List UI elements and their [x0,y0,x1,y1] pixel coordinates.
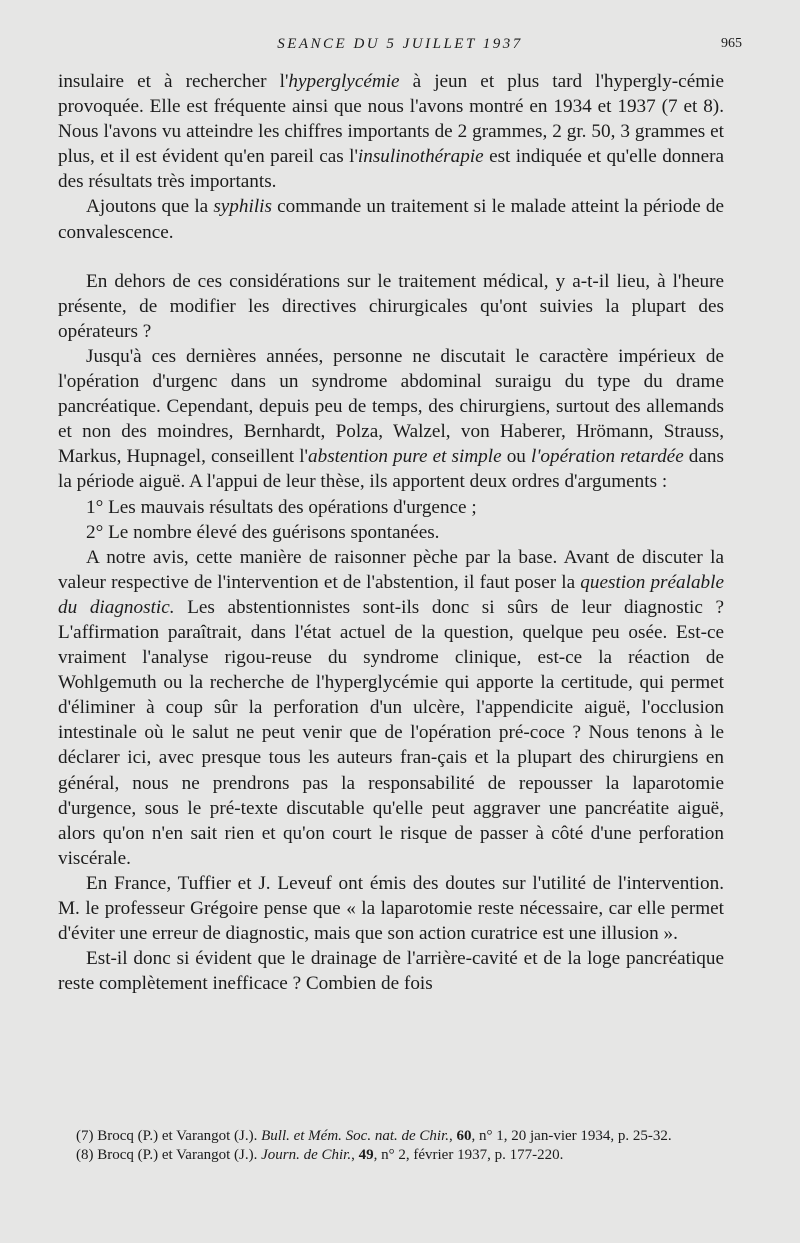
text-run: , n° 2, février 1937, p. 177-220. [373,1147,564,1163]
paragraph-surgical-question: En dehors de ces considérations sur le traitement médical, y a-t-il lieu, à l'heure présente, de modifier les directives chirurgicales qu'ont suivies la plupart des opérateurs ? [58,270,724,342]
text-run: ou [501,446,531,468]
text-run: A notre avis, cette manière de raisonner pèche par la base. Avant de discuter la valeur respective de l'intervention et de l'abstention, il faut poser la [58,546,724,593]
volume-number: 60 [456,1128,472,1144]
text-run: insulaire et à rechercher l' [58,71,289,92]
paragraph-opinion [58,545,724,871]
footnote-7 [58,1127,724,1146]
journal-title: Bull. et Mém. Soc. nat. de Chir. [261,1128,449,1144]
emphasis-abstention: abstention pure et simple [308,446,502,468]
paragraph-syphilis [58,194,724,244]
text-run: à jeun et plus tard l'hypergly-cémie provoquée. Elle est fréquente ainsi que nous l'avons montré en 1934 et 1937 (7 et 8). Nous l'avons vu atteindre les chiffres importants de 2 grammes, 2 gr. 50, 3 grammes et plus, et il est évident qu'en pareil cas l' [58,71,724,168]
text-run: , [351,1147,359,1163]
text-run: (8) Brocq (P.) et Varangot (J.). [76,1147,262,1163]
emphasis-syphilis: syphilis [213,196,272,218]
list-item-2: 2° Le nombre élevé des guérisons spontanées. [86,521,440,543]
volume-number: 49 [358,1147,374,1163]
paragraph-france: En France, Tuffier et J. Leveuf ont émis des doutes sur l'utilité de l'intervention. M. le professeur Grégoire pense que « la laparotomie reste nécessaire, car elle permet d'éviter une erreur de diagnostic, mais que son action curatrice est une illusion ». [58,872,724,945]
text-run: , n° 1, 20 jan-vier 1934, p. 25-32. [471,1128,672,1144]
paragraph-continuation [58,69,724,194]
text-run: , [449,1128,457,1144]
emphasis-hyperglycemie: hyperglycémie [288,71,400,92]
text-run: dans la période aiguë. A l'appui de leur thèse, ils apportent deux ordres d'arguments : [58,446,724,493]
text-run: (7) Brocq (P.) et Varangot (J.). [76,1128,262,1144]
text-run: est indiquée et qu'elle donnera des résultats très importants. [58,146,724,193]
paragraph-history [58,344,724,495]
emphasis-insulinotherapie: insulinothérapie [357,146,484,168]
text-run: Jusqu'à ces dernières années, personne ne discutait le caractère impérieux de l'opération d'urgenc dans un syndrome abdominal suraigu du type du drame pancréatique. Cependant, depuis peu de temps, des chirurgiens, surtout des allemands et non des moindres, Bernhardt, Polza, Walzel, von Haberer, Hrömann, Strauss, Markus, Hupnagel, conseillent l' [58,345,724,468]
emphasis-question-prealable: question préalable du diagnostic. [58,571,724,618]
list-item-1: 1° Les mauvais résultats des opérations d'urgence ; [86,496,477,518]
running-title: SEANCE DU 5 JUILLET 1937 [277,36,523,52]
page-header [58,36,742,60]
footnote-8 [58,1146,724,1165]
body-text [58,69,724,996]
text-run: commande un traitement si le malade atteint la période de convalescence. [58,196,724,243]
page-number: 965 [721,36,742,51]
text-run: Ajoutons que la [86,196,214,218]
paragraph-drainage: Est-il donc si évident que le drainage de l'arrière-cavité et de la loge pancréatique reste complètement inefficace ? Combien de fois [58,948,724,995]
journal-title: Journ. de Chir. [261,1147,352,1163]
text-run: Les abstentionnistes sont-ils donc si sûrs de leur diagnostic ? L'affirmation paraîtrait, dans l'état actuel de la question, quelque peu osée. Est-ce vraiment l'analyse rigou-reuse du syndrome clinique, est-ce la réaction de Wohlgemuth ou la recherche de l'hyperglycémie qui apporte la certitude, qui permet d'éliminer à coup sûr la perforation d'un ulcère, l'appendicite aiguë, l'occlusion intestinale où le salut ne peut venir que de l'opération pré-coce ? Nous tenons à le déclarer ici, avec presque tous les auteurs fran-çais et la plupart des chirurgiens en général, nous ne prendrons pas la responsabilité de repousser la laparotomie d'urgence, sous le pré-texte discutable qu'elle peut aggraver une pancréatite aiguë, alors qu'on n'en sait rien et qu'on court le risque de passer à côté d'une perforation viscérale. [58,596,724,869]
footnotes [58,1127,724,1165]
emphasis-operation-retardee: l'opération retardée [531,446,684,468]
